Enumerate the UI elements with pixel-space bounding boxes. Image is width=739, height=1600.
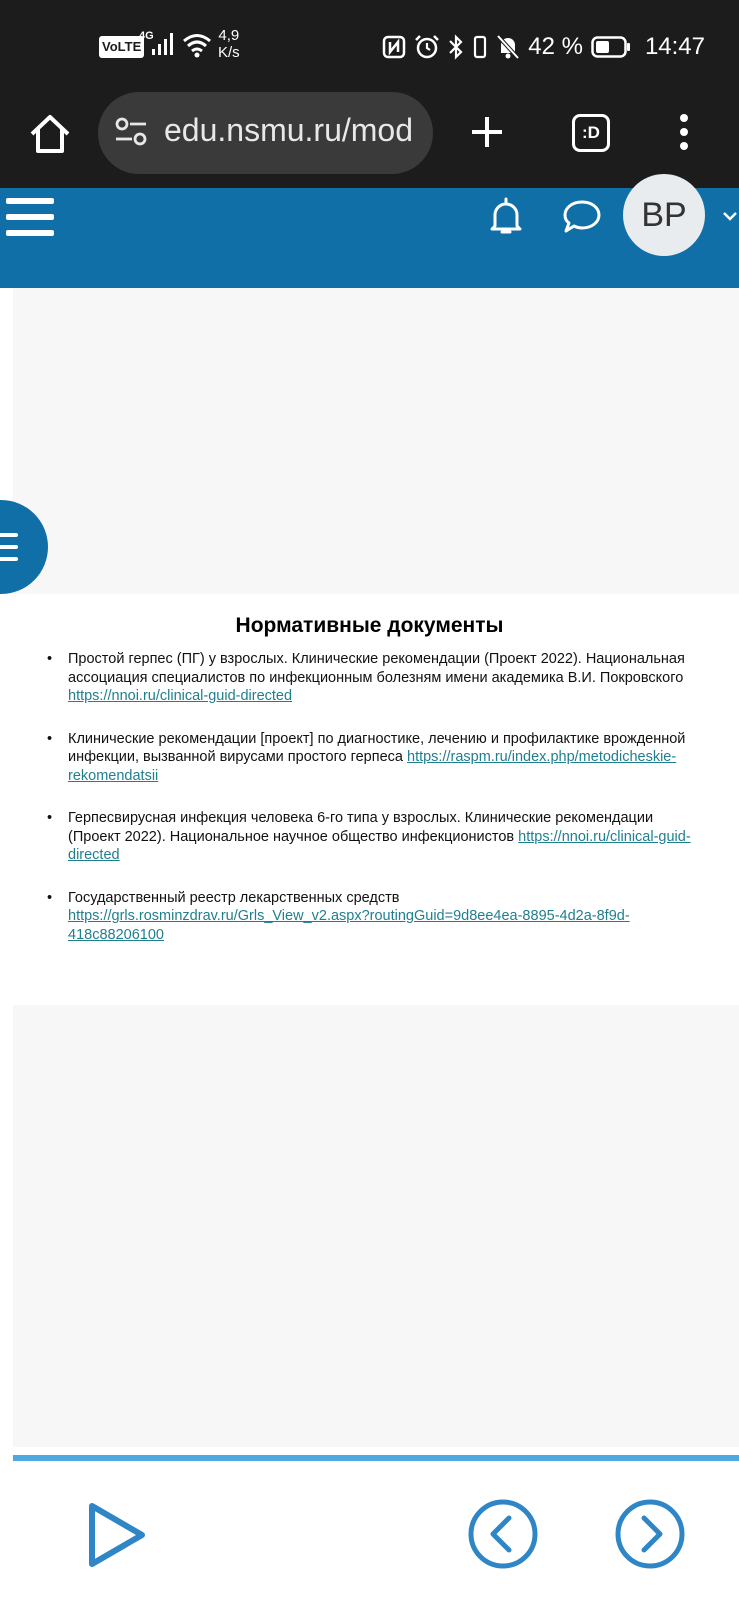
content-placeholder-top (13, 288, 739, 594)
page-title: Нормативные документы (235, 614, 504, 637)
wifi-icon (182, 32, 212, 58)
document-link[interactable]: https://grls.rosminzdrav.ru/Grls_View_v2.aspx?routingGuid=9d8ee4ea-8895-4d2a-8f9d-418c88206100 (68, 908, 630, 943)
list-icon (0, 531, 26, 563)
vibrate-icon (472, 34, 488, 60)
item-text: Герпесвирусная инфекция человека 6-го типа у взрослых. Клинические рекомендации (Проект 2022). Национальное научное общество инфекционистов (68, 810, 654, 845)
mute-bell-icon (496, 34, 520, 60)
menu-icon[interactable] (6, 196, 54, 238)
previous-button[interactable] (467, 1498, 539, 1570)
speed-unit: K/s (218, 44, 240, 61)
document-link[interactable]: https://nnoi.ru/clinical-guid-directed (68, 688, 293, 704)
network-type: 4G (139, 30, 154, 42)
next-button[interactable] (614, 1498, 686, 1570)
status-bar (0, 0, 739, 92)
content-placeholder-bottom (13, 1005, 739, 1447)
list-item (47, 889, 697, 945)
bell-icon[interactable] (488, 196, 524, 236)
main-content (0, 288, 739, 1480)
list-item (47, 809, 697, 865)
bottom-navigation (0, 1480, 739, 1600)
browser-toolbar (0, 92, 739, 188)
item-text: Государственный реестр лекарственных средств (68, 889, 400, 906)
chat-icon[interactable] (561, 198, 603, 236)
chevron-down-icon[interactable] (722, 210, 738, 222)
more-vert-icon[interactable] (678, 112, 690, 152)
signal-icon (150, 32, 174, 56)
battery-percent: 42 % (528, 33, 583, 60)
clock: 14:47 (644, 33, 705, 60)
battery-icon (591, 36, 631, 58)
alarm-icon (414, 34, 440, 60)
network-speed (218, 27, 240, 61)
document-link[interactable]: https://nnoi.ru/clinical-guid-directed (68, 828, 691, 863)
speed-value: 4,9 (218, 27, 240, 44)
progress-bar (13, 1455, 739, 1461)
plus-icon[interactable] (469, 114, 505, 150)
site-settings-icon[interactable] (114, 117, 148, 147)
tabs-button[interactable]: :D (572, 114, 610, 152)
documents-list (47, 650, 697, 968)
address-bar[interactable] (98, 92, 433, 174)
user-avatar[interactable]: BP (623, 174, 705, 256)
list-item (47, 730, 697, 786)
item-text: Клинические рекомендации [проект] по диагностике, лечению и профилактике врожденной инфекции, вызванной вирусами простого герпеса (68, 730, 686, 765)
item-text: Простой герпес (ПГ) у взрослых. Клинические рекомендации (Проект 2022). Национальная ассоциация специалистов по инфекционным болезням имени академика В.И. Покровского (68, 651, 685, 686)
document-link[interactable]: https://raspm.ru/index.php/metodicheskie-rekomendatsii (68, 749, 677, 784)
volte-indicator: VoLTE (99, 36, 144, 58)
nfc-icon (382, 35, 406, 59)
url-text[interactable]: edu.nsmu.ru/mod (164, 112, 414, 148)
status-right (382, 30, 705, 64)
site-header (0, 188, 739, 288)
list-item (47, 650, 697, 706)
home-icon[interactable] (28, 112, 72, 156)
bluetooth-icon (448, 34, 464, 60)
play-icon[interactable] (86, 1500, 148, 1570)
